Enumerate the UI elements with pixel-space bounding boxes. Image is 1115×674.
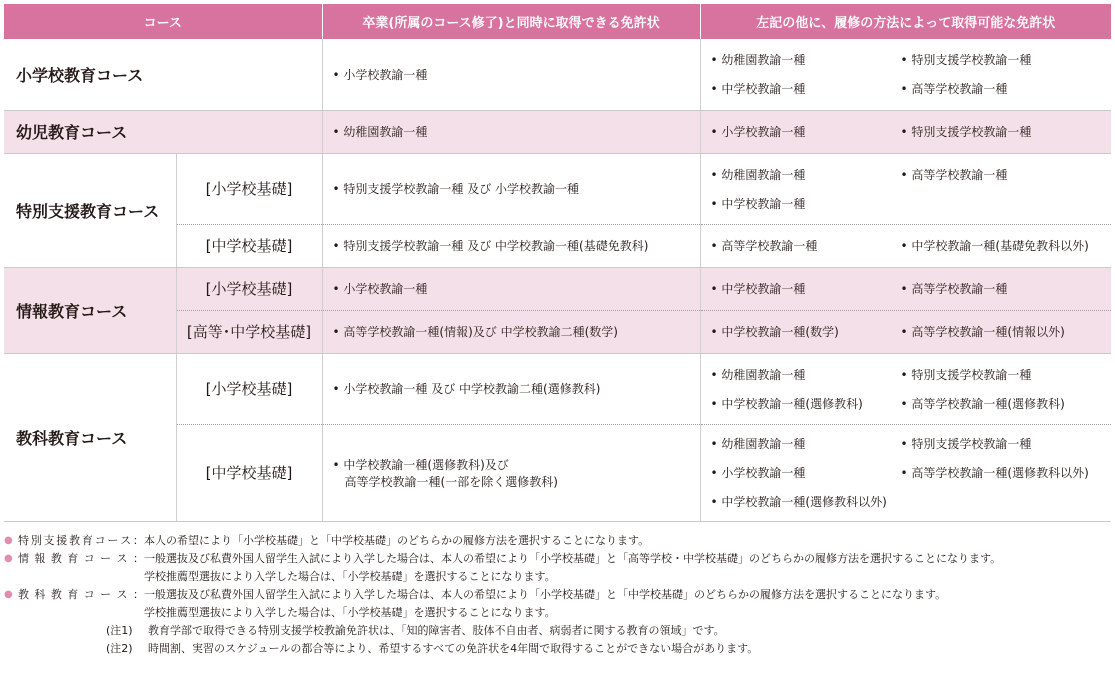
license-item: • 高等学校教諭一種 [711, 237, 901, 254]
circle-bullet-icon: ● [4, 553, 13, 564]
additional-licenses [700, 310, 1111, 353]
note-label: 情 報 教 育 コ ー ス ： [18, 552, 144, 565]
graduation-license: • 幼稚園教諭一種 [322, 110, 700, 153]
note-subject-course [4, 586, 1111, 604]
footnote-text: 教育学部で取得できる特別支援学校教諭免許状は、「知的障害者、肢体不自由者、病弱者に関する教育の領域」です。 [148, 624, 725, 637]
table-row [4, 110, 1111, 153]
note-info-course [4, 550, 1111, 568]
additional-licenses [700, 353, 1111, 424]
note-label: 教 科 教 育 コ ー ス ： [18, 588, 144, 601]
note-label: 特 別 支 援 教 育 コ ー ス ： [18, 534, 144, 547]
license-item: • 高等学校教諭一種(選修教科以外) [901, 464, 1101, 481]
license-item: • 中学校教諭一種(基礎免教科以外) [901, 237, 1101, 254]
note-special-course [4, 532, 1111, 550]
additional-licenses [700, 153, 1111, 224]
license-item: • 幼稚園教諭一種 [711, 166, 901, 183]
license-item: • 特別支援学校教諭一種 [901, 435, 1101, 452]
footnote-tag: (注2) [106, 642, 133, 655]
graduation-license: • 小学校教諭一種 及び 中学校教諭二種(選修教科) [322, 353, 700, 424]
license-item: • 高等学校教諭一種 [901, 166, 1101, 183]
license-item: • 中学校教諭一種 [711, 280, 901, 297]
license-item: • 特別支援学校教諭一種 [901, 51, 1101, 68]
note-text: 一般選抜及び私費外国人留学生入試により入学した場合は、本人の希望により「小学校基礎」と「高等学校・中学校基礎」のどちらかの履修方法を選択することになります。 [144, 552, 1002, 565]
table-row [4, 39, 1111, 110]
course-name: 情報教育コース [4, 267, 176, 353]
additional-licenses [700, 39, 1111, 110]
header-graduation-license: 卒業(所属のコース修了)と同時に取得できる免許状 [322, 4, 700, 39]
graduation-license: • 小学校教諭一種 [322, 267, 700, 310]
license-item: • 高等学校教諭一種(選修教科) [901, 395, 1101, 412]
course-name: 教科教育コース [4, 353, 176, 521]
license-item: • 幼稚園教諭一種 [711, 51, 901, 68]
additional-licenses [700, 224, 1111, 267]
license-item: • 中学校教諭一種 [711, 80, 901, 97]
header-course: コース [4, 4, 322, 39]
course-track: [高等･中学校基礎] [176, 310, 322, 353]
license-item: • 特別支援学校教諭一種 [901, 366, 1101, 383]
course-name: 小学校教育コース [4, 39, 322, 110]
note-text: 本人の希望により「小学校基礎」と「中学校基礎」のどちらかの履修方法を選択することになります。 [144, 534, 650, 547]
note-text: 一般選抜及び私費外国人留学生入試により入学した場合は、本人の希望により「小学校基礎」と「中学校基礎」のどちらかの履修方法を選択することになります。 [144, 588, 947, 601]
license-item: • 幼稚園教諭一種 [711, 366, 901, 383]
license-item: • 高等学校教諭一種 [901, 80, 1101, 97]
notes-section [4, 532, 1111, 658]
circle-bullet-icon: ● [4, 535, 13, 546]
license-item: • 中学校教諭一種(数学) [711, 323, 901, 340]
circle-bullet-icon: ● [4, 589, 13, 600]
license-item: • 高等学校教諭一種 [901, 280, 1101, 297]
table-row [4, 353, 1111, 424]
additional-licenses [700, 424, 1111, 521]
graduation-license: • 特別支援学校教諭一種 及び 小学校教諭一種 [322, 153, 700, 224]
license-item: • 特別支援学校教諭一種 [901, 123, 1101, 140]
course-track: [小学校基礎] [176, 153, 322, 224]
additional-licenses [700, 110, 1111, 153]
graduation-license: • 中学校教諭一種(選修教科)及び 高等学校教諭一種(一部を除く選修教科) [322, 424, 700, 521]
graduation-license: • 高等学校教諭一種(情報)及び 中学校教諭二種(数学) [322, 310, 700, 353]
course-name: 特別支援教育コース [4, 153, 176, 267]
license-table [4, 4, 1111, 522]
course-track: [中学校基礎] [176, 224, 322, 267]
table-row [4, 267, 1111, 310]
course-track: [小学校基礎] [176, 267, 322, 310]
course-track: [中学校基礎] [176, 424, 322, 521]
license-item: • 幼稚園教諭一種 [711, 435, 901, 452]
license-item: • 中学校教諭一種(選修教科以外) [711, 493, 1101, 510]
footnote-text: 時間割、実習のスケジュールの都合等により、希望するすべての免許状を4年間で取得することができない場合があります。 [148, 642, 759, 655]
license-item: • 小学校教諭一種 [711, 123, 901, 140]
additional-licenses [700, 267, 1111, 310]
note-text-continued: 学校推薦型選抜により入学した場合は、「小学校基礎」を選択することになります。 [144, 606, 556, 619]
graduation-license: • 小学校教諭一種 [322, 39, 700, 110]
license-item: • 中学校教諭一種 [711, 195, 901, 212]
footnote-tag: (注1) [106, 624, 133, 637]
course-name: 幼児教育コース [4, 110, 322, 153]
license-item: • 中学校教諭一種(選修教科) [711, 395, 901, 412]
course-track: [小学校基礎] [176, 353, 322, 424]
license-item: • 小学校教諭一種 [711, 464, 901, 481]
note-text-continued: 学校推薦型選抜により入学した場合は、「小学校基礎」を選択することになります。 [144, 570, 556, 583]
table-row [4, 153, 1111, 224]
footnote-1 [4, 622, 1111, 640]
graduation-license: • 特別支援学校教諭一種 及び 中学校教諭一種(基礎免教科) [322, 224, 700, 267]
footnote-2 [4, 640, 1111, 658]
table-header-row [4, 4, 1111, 39]
header-additional-license: 左記の他に、履修の方法によって取得可能な免許状 [700, 4, 1111, 39]
license-item: • 高等学校教諭一種(情報以外) [901, 323, 1101, 340]
